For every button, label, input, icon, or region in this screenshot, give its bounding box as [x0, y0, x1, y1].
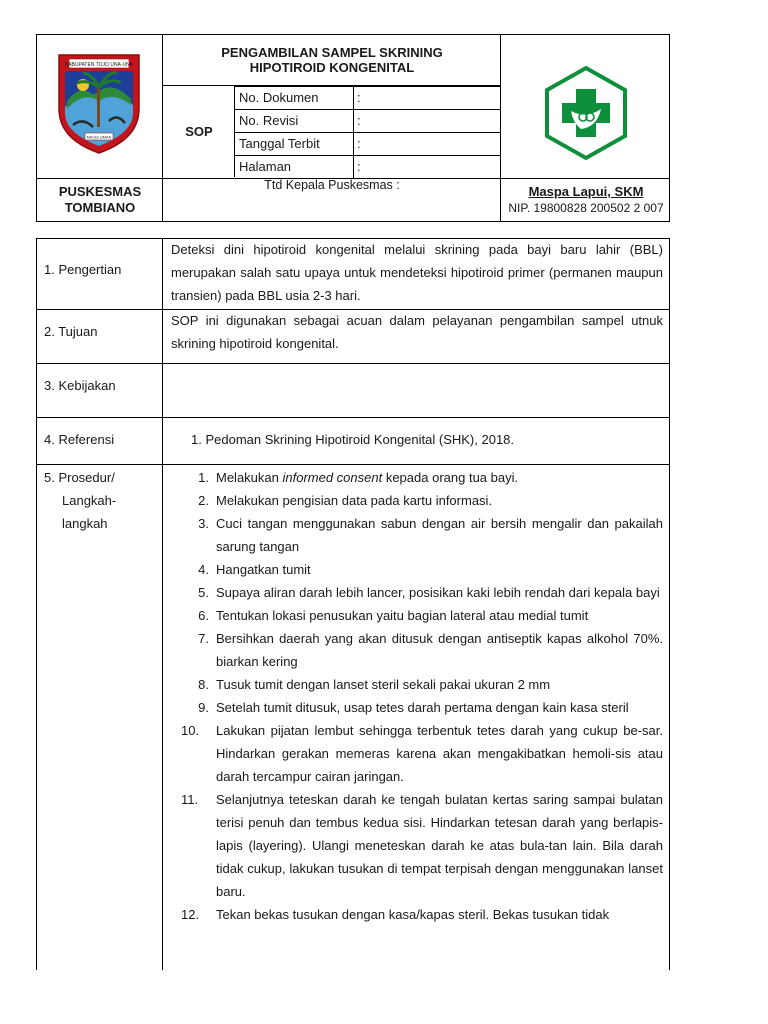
- meta-divider: [353, 156, 354, 179]
- section-label-tujuan: 2. Tujuan: [44, 324, 98, 339]
- step-text: Lakukan pijatan lembut sehingga terbentuk tetes darah yang cukup be-sar. Hindarkan gerakan memeras karena akan mengakibatkan hemoli-sis atau darah tercampur cairan jaringan.: [216, 723, 663, 784]
- meta-key: Tanggal Terbit: [239, 136, 320, 151]
- step-text: Setelah tumit ditusuk, usap tetes darah pertama dengan kain kasa steril: [216, 700, 629, 715]
- sop-content-table: [36, 238, 670, 970]
- meta-divider: [353, 133, 354, 155]
- organization-name: [37, 184, 163, 216]
- document-title: [163, 45, 501, 75]
- step-number: 10.: [181, 723, 200, 738]
- procedure-steps: [181, 466, 663, 926]
- step-text: Melakukan pengisian data pada kartu informasi.: [216, 493, 493, 508]
- list-item: [187, 558, 663, 581]
- meta-value: :: [357, 113, 361, 128]
- meta-row-document-number: [235, 86, 501, 108]
- list-item: [187, 512, 663, 558]
- section-text-pengertian: Deteksi dini hipotiroid kongenital melalui skrining pada bayi baru lahir (BBL) merupakan salah satu upaya untuk mendeteksi hipotiroid primer (permanen maupun transien) pada BBL usia 2-3 hari.: [171, 242, 663, 303]
- signer-name: Maspa Lapui, SKM: [528, 184, 644, 199]
- signature-label: Ttd Kepala Puskesmas :: [264, 178, 400, 192]
- step-text-italic: informed consent: [282, 470, 383, 485]
- emblem-bottom-text: MAJULUMAS: [86, 134, 112, 140]
- step-number: 1.: [198, 470, 209, 485]
- step-text: Selanjutnya teteskan darah ke tengah bulatan kertas saring sampai bulatan terisi penuh dan tembus kedua sisi. Hindarkan tetesan darah yang berlapis-lapis (layering). Ulangi meneteskan darah ke atas bula-tan lain. Bila darah tidak cukup, lakukan tusukan di tempat terpisah dengan menggunakan lanset baru.: [216, 792, 663, 899]
- title-line: HIPOTIROID KONGENITAL: [249, 60, 415, 75]
- list-item: [187, 627, 663, 673]
- section-label-kebijakan: 3. Kebijakan: [44, 378, 116, 393]
- sop-label: SOP: [185, 124, 213, 139]
- meta-row-page: [235, 155, 501, 178]
- step-number: 7.: [198, 631, 209, 646]
- list-item: [187, 581, 663, 604]
- content-divider: [37, 417, 669, 418]
- section-label-prosedur: [44, 466, 156, 535]
- meta-divider: [353, 110, 354, 132]
- list-item: [181, 788, 663, 903]
- step-text: Bersihkan daerah yang akan ditusuk dengan antiseptik kapas alkohol 70%. biarkan kering: [216, 631, 663, 669]
- step-text: kepada orang tua bayi.: [382, 470, 519, 485]
- meta-divider: [353, 87, 354, 109]
- signer-nip: NIP. 19800828 200502 2 007: [508, 201, 664, 215]
- org-line: PUSKESMAS: [58, 184, 142, 199]
- meta-value: :: [357, 159, 361, 174]
- meta-row-issue-date: [235, 132, 501, 154]
- list-item: [181, 903, 663, 926]
- kabupaten-emblem-logo: [53, 47, 145, 157]
- meta-value: :: [357, 90, 361, 105]
- step-number: 8.: [198, 677, 209, 692]
- section-label-pengertian: 1. Pengertian: [44, 262, 122, 277]
- step-text: Tentukan lokasi penusukan yaitu bagian lateral atau medial tumit: [216, 608, 589, 623]
- step-number: 11.: [181, 792, 199, 807]
- list-item: [187, 604, 663, 627]
- list-item: [181, 719, 663, 788]
- step-text: Cuci tangan menggunakan sabun dengan air bersih mengalir dan pakailah sarung tangan: [216, 516, 663, 554]
- step-text: Tekan bekas tusukan dengan kasa/kapas steril. Bekas tusukan tidak: [216, 907, 610, 922]
- step-number: 6.: [198, 608, 209, 623]
- step-number: 12.: [181, 907, 200, 922]
- step-number: 3.: [198, 516, 209, 531]
- step-text: Hangatkan tumit: [216, 562, 311, 577]
- org-line: TOMBIANO: [64, 200, 136, 215]
- section-label-referensi: 4. Referensi: [44, 432, 115, 447]
- sop-header-table: [36, 34, 670, 222]
- step-number: 4.: [198, 562, 209, 577]
- meta-row-revision: [235, 109, 501, 131]
- content-divider: [37, 464, 669, 465]
- meta-key: No. Dokumen: [239, 90, 319, 105]
- section-text-tujuan: SOP ini digunakan sebagai acuan dalam pelayanan pengambilan sampel utnuk skrining hipotiroid kongenital.: [171, 313, 663, 351]
- emblem-top-text: KABUPATEN TOJO UNA-UNA: [64, 62, 134, 68]
- puskesmas-logo: [541, 65, 631, 161]
- list-item: [187, 489, 663, 512]
- list-item: [187, 696, 663, 719]
- step-number: 2.: [198, 493, 209, 508]
- list-item: [187, 466, 663, 489]
- meta-key: No. Revisi: [239, 113, 299, 128]
- content-divider: [37, 363, 669, 364]
- content-divider: [162, 239, 163, 970]
- step-text: Supaya aliran darah lebih lancer, posisikan kaki lebih rendah dari kepala bayi: [216, 585, 660, 600]
- label-line: langkah: [62, 516, 108, 531]
- step-text: Tusuk tumit dengan lanset steril sekali pakai ukuran 2 mm: [216, 677, 551, 692]
- meta-key: Halaman: [239, 159, 292, 174]
- step-number: 5.: [198, 585, 209, 600]
- label-line: Langkah-: [62, 493, 117, 508]
- step-number: 9.: [198, 700, 209, 715]
- section-text-referensi: 1. Pedoman Skrining Hipotiroid Kongenital (SHK), 2018.: [191, 432, 515, 447]
- label-line: 5. Prosedur/: [44, 470, 115, 485]
- meta-value: :: [357, 136, 361, 151]
- step-text: Melakukan: [216, 470, 283, 485]
- title-line: PENGAMBILAN SAMPEL SKRINING: [221, 45, 443, 60]
- list-item: [187, 673, 663, 696]
